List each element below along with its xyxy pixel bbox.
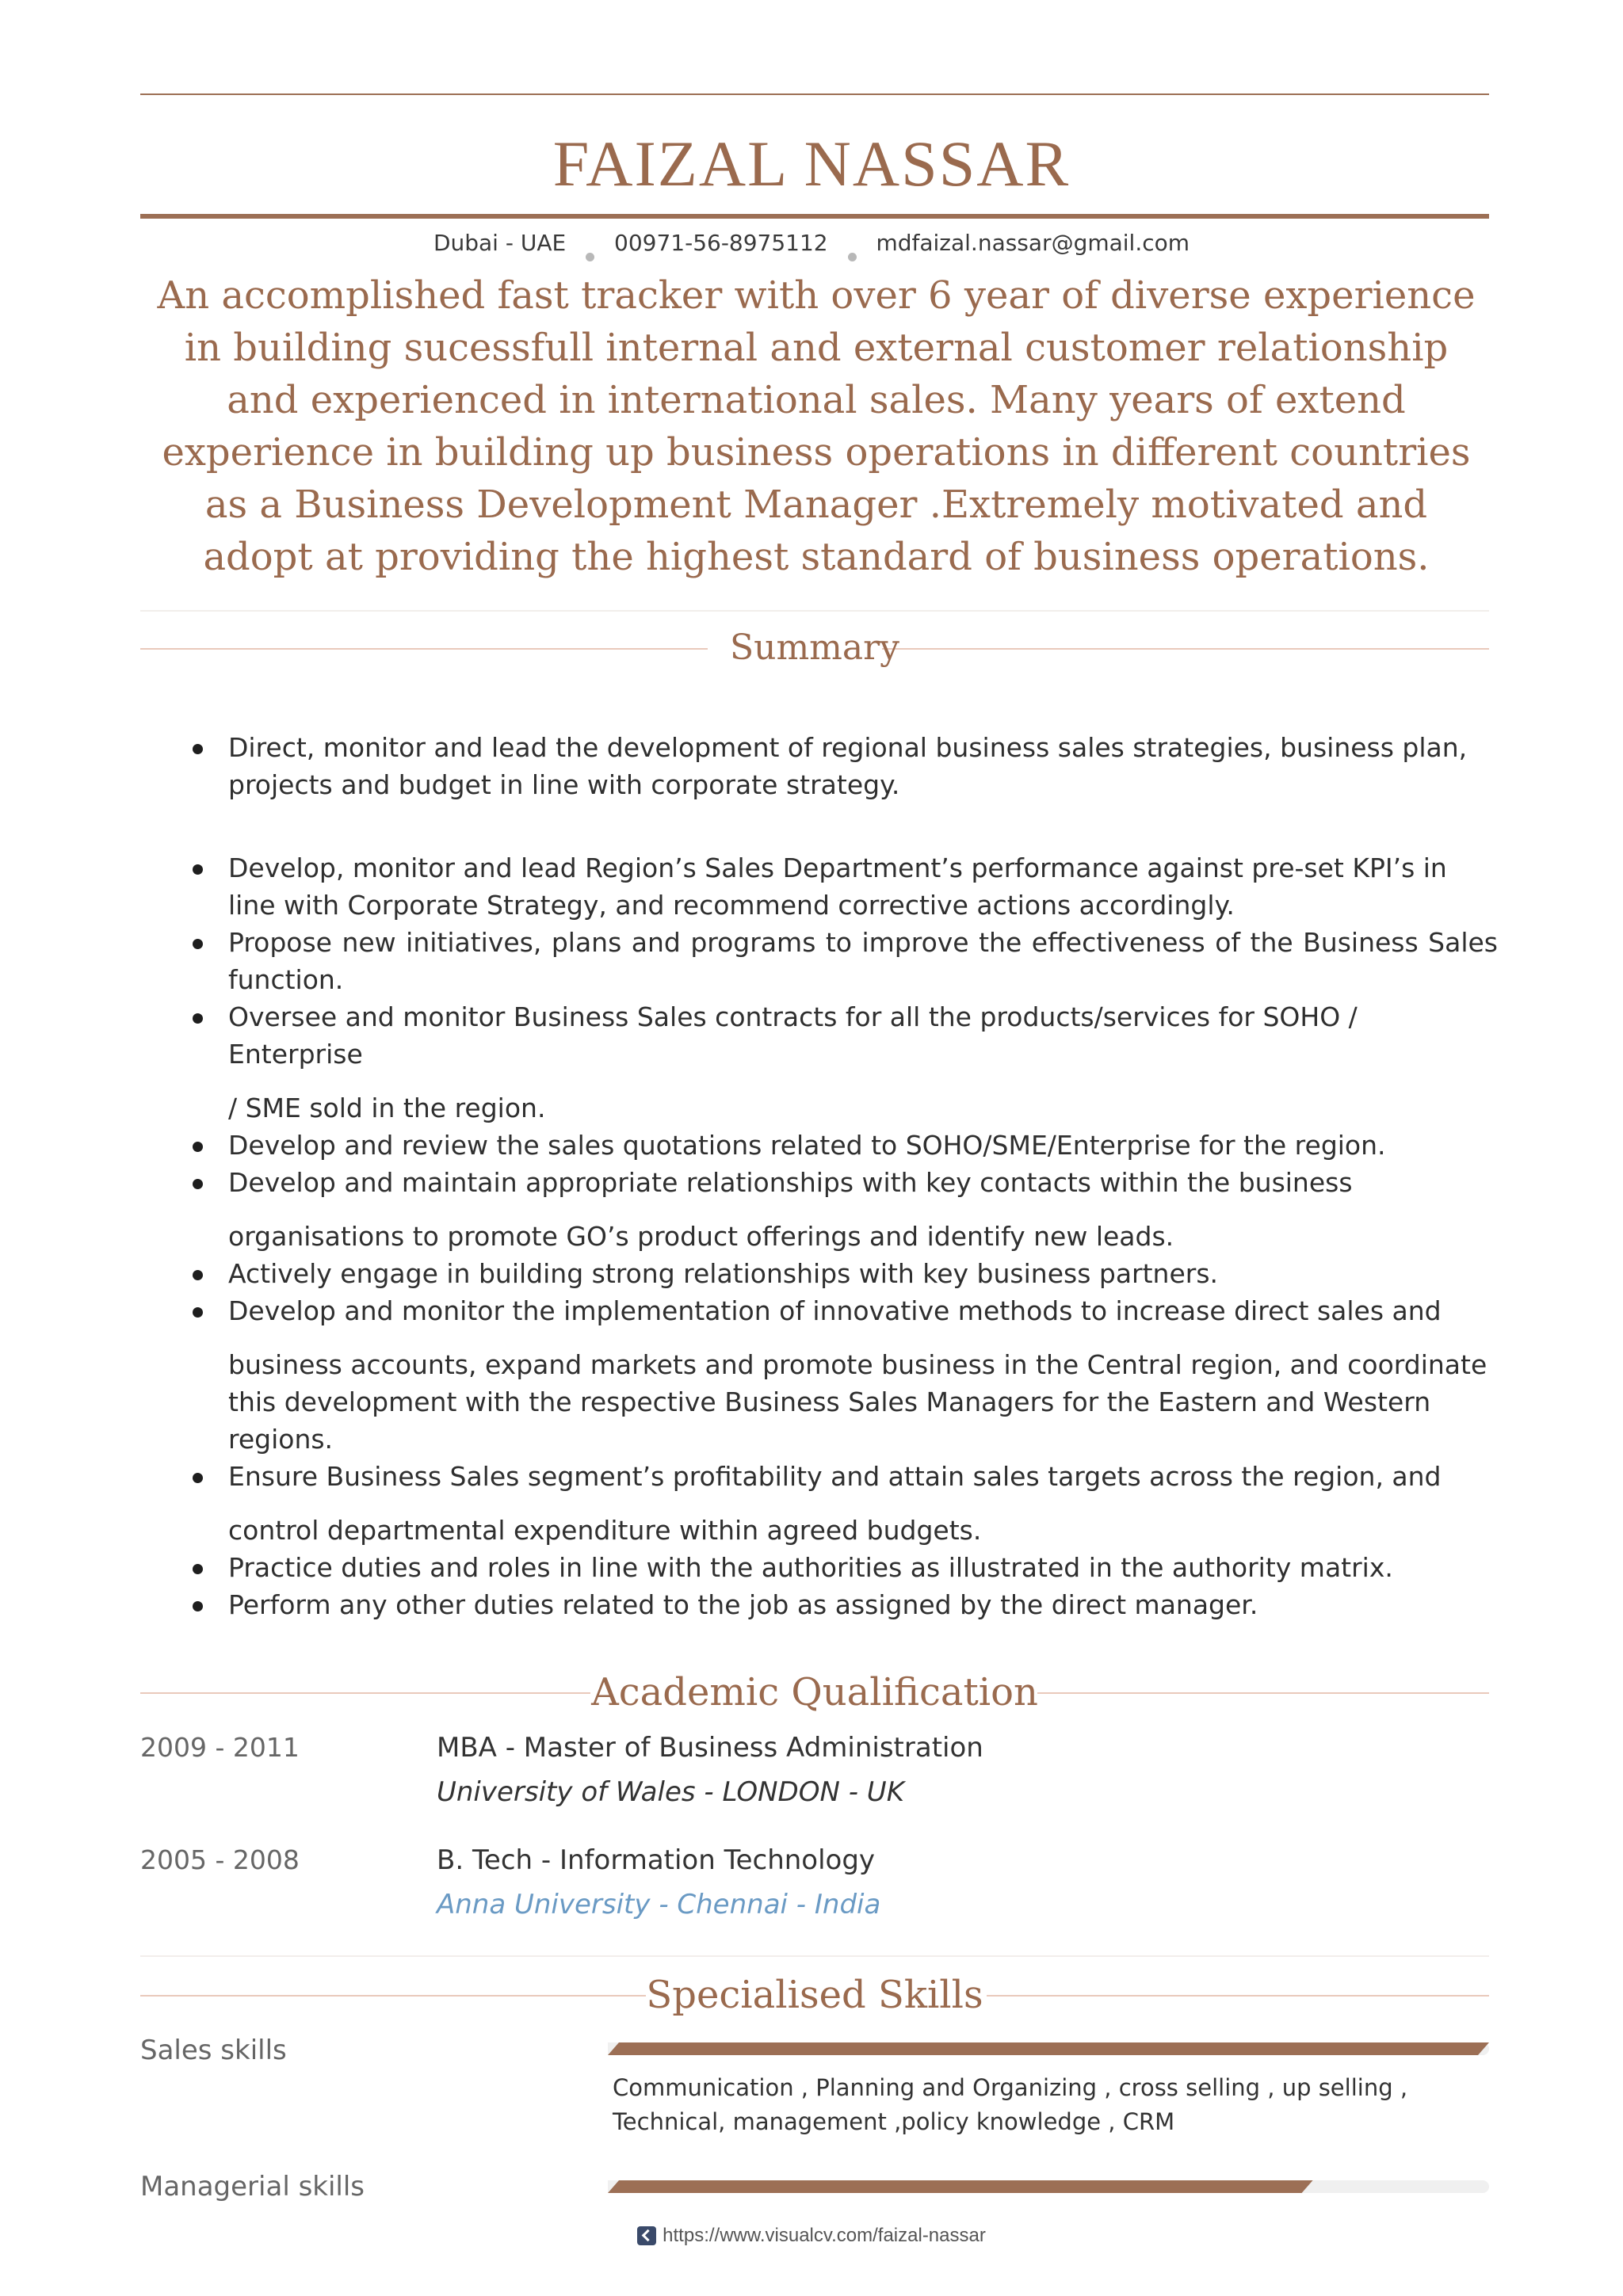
list-item xyxy=(190,1586,1498,1623)
list-item-text: Propose new initiatives, plans and programs to improve the effectiveness of the Business Sales function. xyxy=(228,927,1498,995)
list-item xyxy=(190,1164,1498,1255)
list-item xyxy=(190,1127,1498,1164)
separator-dot-icon xyxy=(586,253,594,261)
list-item-text: Develop, monitor and lead Region’s Sales Department’s performance against pre-set KPI’s in line with Corporate Strategy, and recommend corrective actions accordingly. xyxy=(228,852,1447,921)
list-item-text: Perform any other duties related to the job as assigned by the direct manager. xyxy=(228,1589,1258,1620)
list-item xyxy=(190,998,1498,1127)
skill-name: Sales skills xyxy=(140,2035,287,2066)
summary-list xyxy=(190,729,1498,1623)
list-item-text: Practice duties and roles in line with the authorities as illustrated in the authority matrix. xyxy=(228,1552,1393,1583)
list-item xyxy=(190,1255,1498,1292)
skill-level-fill xyxy=(608,2180,1313,2193)
list-item-continuation: business accounts, expand markets and promote business in the Central region, and coordinate this development with the respective Business Sales Managers for the Eastern and Western regions. xyxy=(228,1349,1487,1455)
skill-details: Communication , Planning and Organizing , cross selling , up selling , Technical, management ,policy knowledge , CRM xyxy=(613,2074,1408,2135)
skills-title: Specialised Skills xyxy=(646,1973,983,2017)
education-dates: 2009 - 2011 xyxy=(140,1732,300,1763)
contact-location: Dubai - UAE xyxy=(433,230,567,256)
list-item-continuation: / SME sold in the region. xyxy=(228,1093,546,1123)
education-school-link[interactable]: Anna University - Chennai - India xyxy=(437,1889,881,1920)
education-heading xyxy=(140,1669,1489,1716)
list-item-text: Direct, monitor and lead the development of regional business sales strategies, business plan, projects and budget in line with corporate strategy. xyxy=(228,732,1468,800)
top-divider xyxy=(140,93,1489,95)
list-item-continuation: organisations to promote GO’s product offerings and identify new leads. xyxy=(228,1221,1174,1252)
skill-level-bar xyxy=(608,2180,1489,2193)
education-dates: 2005 - 2008 xyxy=(140,1844,300,1875)
contact-email: mdfaizal.nassar@gmail.com xyxy=(876,230,1190,256)
contact-phone: 00971-56-8975112 xyxy=(614,230,828,256)
separator-dot-icon xyxy=(848,253,857,261)
footer xyxy=(0,2225,1623,2247)
list-item-text: Develop and review the sales quotations related to SOHO/SME/Enterprise for the region. xyxy=(228,1130,1386,1161)
list-item-text: Ensure Business Sales segment’s profitability and attain sales targets across the region, and xyxy=(228,1461,1442,1492)
candidate-name: FAIZAL NASSAR xyxy=(552,128,1071,200)
summary-title: Summary xyxy=(729,627,900,668)
visualcv-logo-icon xyxy=(637,2226,656,2245)
education-school: University of Wales - LONDON - UK xyxy=(437,1776,904,1808)
list-item-text: Develop and maintain appropriate relationships with key contacts within the business xyxy=(228,1167,1353,1198)
list-item-text: Develop and monitor the implementation of innovative methods to increase direct sales and xyxy=(228,1295,1442,1326)
list-item-text: Actively engage in building strong relationships with key business partners. xyxy=(228,1258,1219,1289)
skill-name: Managerial skills xyxy=(140,2171,365,2203)
list-item xyxy=(190,729,1498,803)
education-degree: B. Tech - Information Technology xyxy=(437,1844,876,1876)
name-divider xyxy=(140,214,1489,219)
education-degree: MBA - Master of Business Administration xyxy=(437,1732,983,1764)
skill-level-fill xyxy=(608,2042,1489,2055)
objective-statement: An accomplished fast tracker with over 6 year of diverse experience in building sucessfull internal and external customer relationship and experienced in international sales. Many years of extend experience in building up business operations in different countries as a Business Development Manager .Extremely motivated and adopt at providing the highest standard of business operations. xyxy=(157,273,1476,579)
summary-heading xyxy=(140,624,1489,672)
list-item xyxy=(190,1549,1498,1586)
contact-line xyxy=(0,230,1623,261)
list-item-text: Oversee and monitor Business Sales contracts for all the products/services for SOHO / Enterprise xyxy=(228,1001,1358,1070)
skill-level-bar xyxy=(608,2042,1489,2055)
education-title: Academic Qualification xyxy=(591,1670,1038,1714)
list-item xyxy=(190,1292,1498,1458)
list-item xyxy=(190,1458,1498,1549)
skills-heading xyxy=(140,1971,1489,2019)
education-divider xyxy=(140,1955,1489,1957)
list-item xyxy=(190,849,1498,924)
list-item-continuation: control departmental expenditure within agreed budgets. xyxy=(228,1515,982,1546)
profile-url-link[interactable]: https://www.visualcv.com/faizal-nassar xyxy=(663,2225,986,2246)
objective-divider xyxy=(140,610,1489,612)
list-item xyxy=(190,924,1498,998)
